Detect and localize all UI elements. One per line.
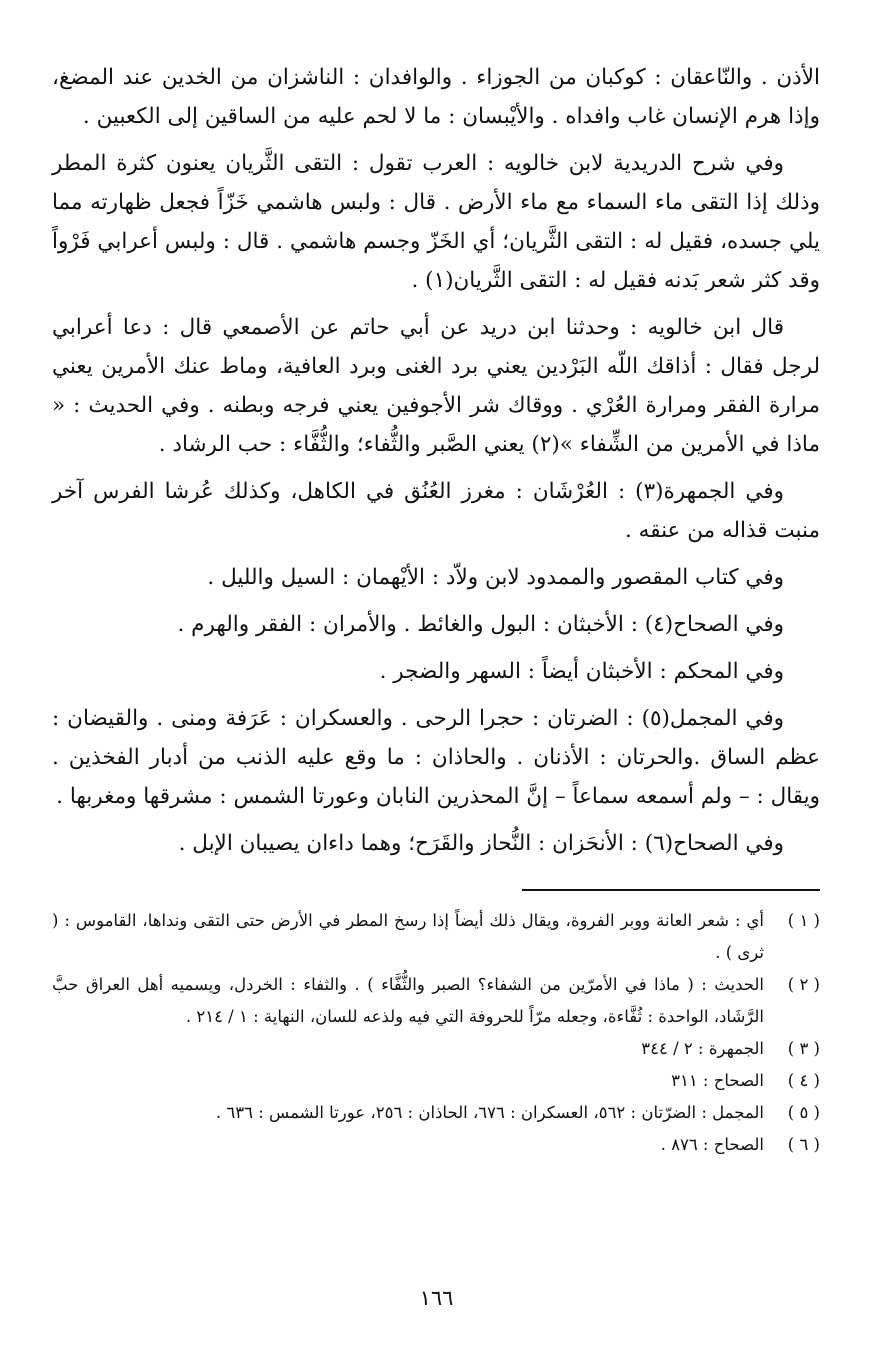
paragraph-7: وفي المحكم : الأخبثان أيضاً : السهر والضجر . (379, 659, 784, 684)
footnote-6 (52, 1129, 820, 1161)
footnote-1 (52, 905, 820, 969)
footnote-text: الجمهرة : ٢ / ٣٤٤ (641, 1039, 764, 1058)
footnote-2 (52, 969, 820, 1033)
footnote-text: أي : شعر العانة ووبر الفروة، ويقال ذلك أيضاً إذا رسخ المطر في الأرض حتى التقى ونداها، القاموس : ( ثرى ) . (52, 911, 764, 962)
footnote-number: ( ٤ ) (787, 1071, 820, 1090)
paragraph-6: وفي الصحاح(٤) : الأخبثان : البول والغائط . والأمران : الفقر والهرم . (177, 612, 784, 637)
paragraph-2: وفي شرح الدريدية لابن خالويه : العرب تقول : التقى الثَّريان يعنون كثرة المطر وذلك إذا التقى ماء السماء مع ماء الأرض . قال : ولبس هاشمي خَزّاً فجعل ظهارته مما يلي جسده، فقيل له : التقى الثَّريان؛ أي الخَزّ وجسم هاشمي . قال : ولبس أعرابي فَرْواً وقد كثر شعر بَدنه فقيل له : التقى الثَّريان(١) . (52, 151, 820, 293)
footnote-text: الحديث : ( ماذا في الأمرّين من الشفاء؟ الصبر والثُّفَّاء ) . والثفاء : الخردل، ويسميه أهل العراق حبَّ الرَّشَاد، الواحدة : ثُفَّاءة، وجعله مرّاً للحروفة التي فيه ولذعه للسان، النهاية : ١ / ٢١٤ . (52, 975, 764, 1026)
footnote-number: ( ٦ ) (787, 1135, 820, 1154)
footnote-4 (52, 1065, 820, 1097)
paragraph-4: وفي الجمهرة(٣) : العُرْشَان : مغرز العُنُق في الكاهل، وكذلك عُرشا الفرس آخر منبت قذاله من عنقه . (52, 479, 820, 543)
body-text (52, 58, 820, 863)
footnote-number: ( ٥ ) (787, 1103, 820, 1122)
footnote-number: ( ٢ ) (787, 975, 820, 994)
footnote-text: الصحاح : ٣١١ (671, 1071, 764, 1090)
paragraph-8: وفي المجمل(٥) : الضرتان : حجرا الرحى . والعسكران : عَرَفة ومنى . والقيضان : عظم الساق .والحرتان : الأذنان . والحاذان : ما وقع عليه الذنب من أدبار الفخذين . ويقال : – ولم أسمعه سماعاً – إنَّ المحذرين النابان وعورتا الشمس : مشرقها ومغربها . (52, 706, 820, 809)
paragraph-1: الأذن . والنّاعقان : كوكبان من الجوزاء . والوافدان : الناشزان من الخدين عند المضغ، وإذا هرم الإنسان غاب وافداه . والأيْبسان : ما لا لحم عليه من الساقين إلى الكعبين . (52, 65, 820, 129)
page (52, 58, 820, 1161)
paragraph-5: وفي كتاب المقصور والممدود لابن ولاّد : الأيْهمان : السيل والليل . (207, 565, 784, 590)
footnote-number: ( ٣ ) (787, 1039, 820, 1058)
footnote-5 (52, 1097, 820, 1129)
footnote-divider (522, 889, 820, 891)
footnote-text: المجمل : الضرّتان : ٥٦٢، العسكران : ٦٧٦، الحاذان : ٢٥٦، عورتا الشمس : ٦٣٦ . (215, 1103, 764, 1122)
footnote-3 (52, 1033, 820, 1065)
footnote-number: ( ١ ) (787, 911, 820, 930)
paragraph-3: قال ابن خالويه : وحدثنا ابن دريد عن أبي حاتم عن الأصمعي قال : دعا أعرابي لرجل فقال : أذاقك اللّه البَرْدين يعني برد الغنى وبرد العافية، وماط عنك الأمرين يعني مرارة الفقر ومرارة العُرْي . ووقاك شر الأجوفين يعني فرجه وبطنه . وفي الحديث : « ماذا في الأمرين من الشِّفاء »(٢) يعني الصَّبر والثُّفاء؛ والثُّفَّاء : حب الرشاد . (52, 315, 820, 457)
paragraph-9: وفي الصحاح(٦) : الأنحَزان : النُّحاز والقَرَح؛ وهما داءان يصيبان الإبل . (178, 831, 784, 856)
page-number: ١٦٦ (419, 1286, 454, 1310)
footnotes (52, 905, 820, 1161)
footnote-text: الصحاح : ٨٧٦ . (660, 1135, 764, 1154)
